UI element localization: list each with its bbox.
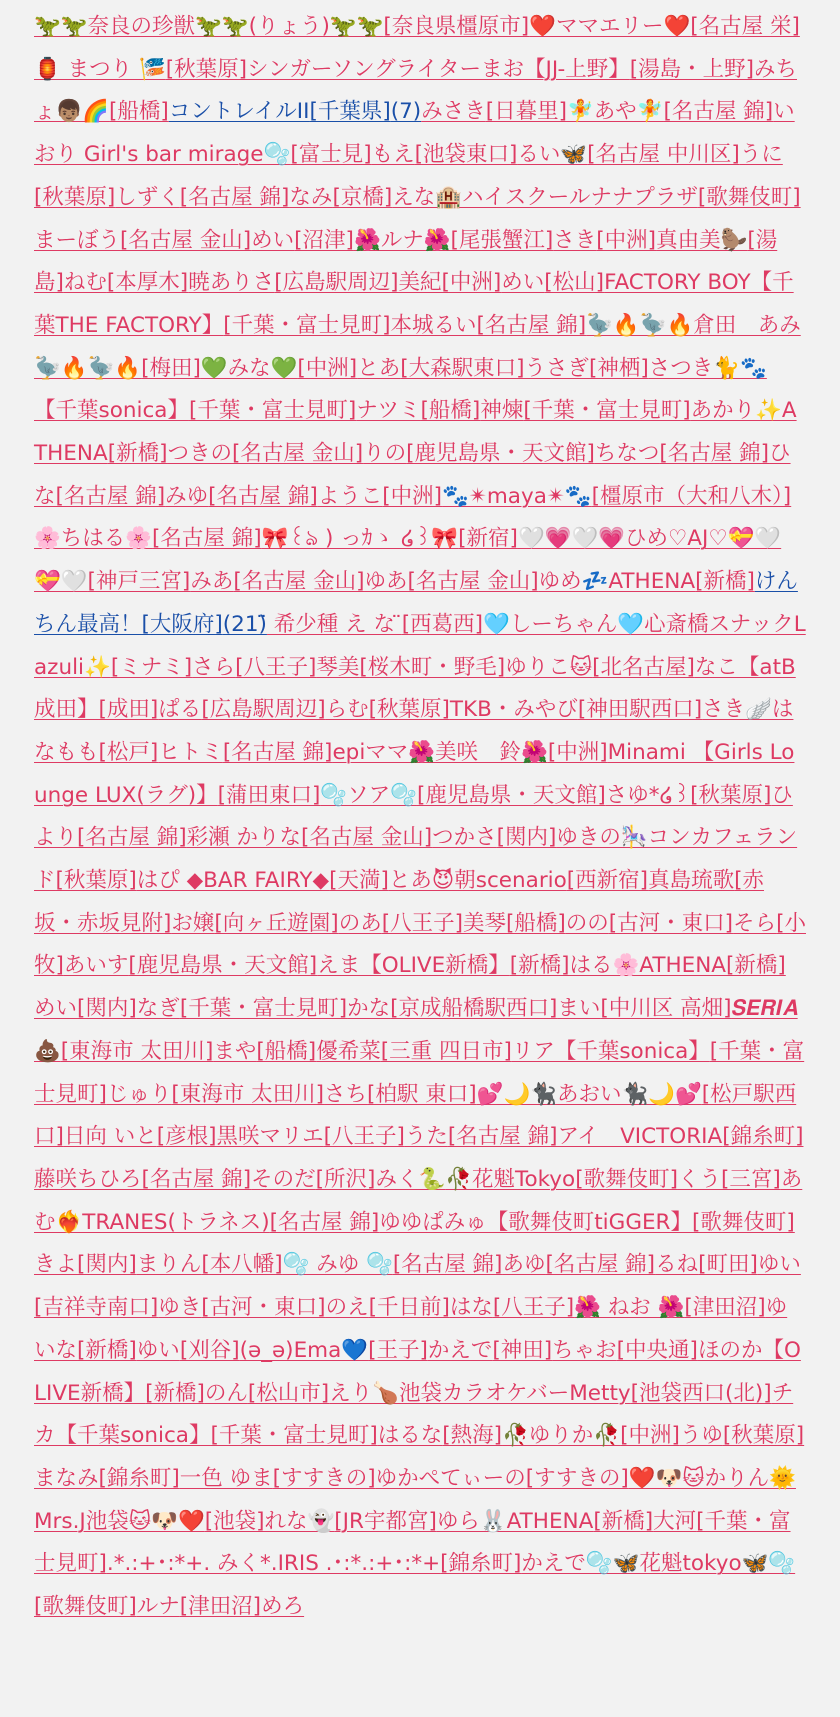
area-link[interactable]: [中洲] bbox=[547, 739, 608, 765]
area-link[interactable]: [名古屋 金山] bbox=[231, 441, 364, 467]
name-link[interactable]: ひより bbox=[34, 782, 793, 851]
name-link[interactable]: 黒咲マリエ bbox=[216, 1124, 324, 1150]
name-link[interactable]: ゆあ bbox=[364, 569, 408, 595]
area-link[interactable]: [名古屋 錦] bbox=[392, 1252, 503, 1278]
area-link[interactable]: [名古屋 金山] bbox=[407, 569, 539, 595]
name-link[interactable]: さら bbox=[192, 654, 236, 680]
name-link[interactable]: ルナ bbox=[136, 1594, 180, 1620]
area-link[interactable]: [京成船橋駅西口] bbox=[390, 996, 558, 1022]
name-link[interactable]: なぎ bbox=[136, 996, 180, 1022]
name-link[interactable]: るい🦋 bbox=[517, 142, 588, 168]
area-link[interactable]: [千日前] bbox=[368, 1295, 450, 1321]
name-link[interactable]: 🫧 みゆ 🫧 bbox=[282, 1252, 393, 1278]
name-link[interactable]: みさき bbox=[421, 99, 486, 125]
area-link[interactable]: [松戸] bbox=[98, 739, 159, 765]
area-link[interactable]: [三宮] bbox=[720, 1166, 781, 1192]
name-link[interactable]: けんちん最高！ bbox=[34, 569, 798, 637]
name-link[interactable]: あいす bbox=[63, 953, 129, 979]
name-link[interactable]: るね bbox=[655, 1252, 699, 1278]
name-link[interactable]: みちょ👦🏽🌈 bbox=[34, 56, 797, 125]
name-link[interactable]: 🏮 まつり 🎏 bbox=[34, 56, 166, 82]
name-link[interactable]: 神煉 bbox=[480, 398, 524, 424]
area-link[interactable]: [古河・東口] bbox=[608, 910, 734, 936]
name-link[interactable]: さつき🐈🐾【千葉sonica】 bbox=[34, 355, 767, 424]
area-link[interactable]: [中洲] bbox=[382, 483, 443, 509]
name-link[interactable]: 🤍💗🤍💗ひめ♡AJ♡💝🤍💝🤍 bbox=[34, 526, 782, 595]
name-link[interactable]: みあ bbox=[190, 569, 234, 595]
name-link[interactable]: 琴美 bbox=[316, 654, 360, 680]
name-link[interactable]: のえ bbox=[325, 1295, 369, 1321]
area-link[interactable]: [歌舞伎町] bbox=[692, 1209, 795, 1235]
area-link[interactable]: [蒲田東口] bbox=[217, 782, 321, 808]
name-link[interactable]: 真島琉歌 bbox=[648, 868, 735, 894]
area-link[interactable]: [名古屋 金山] bbox=[233, 569, 365, 595]
area-link[interactable]: [神田駅西口] bbox=[577, 697, 703, 723]
area-link[interactable]: [八王子] bbox=[323, 1124, 405, 1150]
name-link[interactable]: つかさ bbox=[432, 825, 497, 851]
area-link[interactable]: [西新宿] bbox=[566, 868, 649, 894]
area-link[interactable]: [錦糸町] bbox=[440, 1551, 522, 1577]
area-link[interactable]: [広島駅周辺] bbox=[274, 270, 399, 296]
area-link[interactable]: [名古屋 栄] bbox=[690, 14, 800, 39]
name-link[interactable]: ゆき bbox=[158, 1295, 202, 1321]
area-link[interactable]: [古河・東口] bbox=[201, 1295, 326, 1321]
name-link[interactable]: Minami 【Girls Lounge LUX(ラグ)】 bbox=[34, 739, 795, 808]
name-link[interactable]: れな👻 bbox=[264, 1508, 335, 1534]
area-link[interactable]: [西葛西] bbox=[401, 611, 484, 637]
name-link[interactable]: 優希菜 bbox=[316, 1038, 381, 1064]
area-link[interactable]: [千葉・富士見町] bbox=[188, 398, 357, 424]
area-link[interactable]: [八王子] bbox=[492, 1295, 575, 1321]
area-link[interactable]: [名古屋 錦] bbox=[659, 441, 770, 467]
name-link[interactable]: まなみ bbox=[34, 1465, 99, 1491]
name-link[interactable]: めい bbox=[34, 996, 78, 1022]
area-link[interactable]: [鹿児島県・天文館] bbox=[128, 953, 318, 979]
name-link[interactable]: ちゃお bbox=[552, 1337, 617, 1363]
area-link[interactable]: [名古屋 金山] bbox=[300, 825, 433, 851]
area-link[interactable]: [名古屋 錦] bbox=[545, 1252, 656, 1278]
name-link[interactable]: ちなつ bbox=[594, 441, 660, 467]
area-link[interactable]: [船橋] bbox=[506, 910, 566, 936]
area-link[interactable]: [湯島・上野] bbox=[629, 56, 754, 82]
area-link[interactable]: [名古屋 錦] bbox=[179, 184, 290, 210]
area-link[interactable]: [刈谷] bbox=[179, 1337, 240, 1363]
area-link[interactable]: [千葉・富士見町] bbox=[34, 1038, 805, 1107]
name-link[interactable]: ようこ bbox=[317, 483, 383, 509]
area-link[interactable]: [名古屋 錦] bbox=[141, 1166, 252, 1192]
name-link[interactable]: さち bbox=[324, 1081, 368, 1107]
area-link[interactable]: [歌舞伎町] bbox=[575, 1166, 678, 1192]
area-link[interactable]: [大森駅東口] bbox=[400, 355, 525, 381]
area-link[interactable]: [秋葉原] bbox=[690, 782, 772, 808]
area-link[interactable]: [名古屋 錦] bbox=[222, 739, 333, 765]
name-link[interactable]: ゆかぺてぃーの bbox=[375, 1465, 526, 1491]
area-link[interactable]: [奈良県橿原市] bbox=[383, 14, 530, 39]
area-link[interactable]: [桜木町・野毛] bbox=[359, 654, 506, 680]
name-link[interactable]: 𝑺𝑬𝑹𝑰𝑨 💩 bbox=[34, 996, 798, 1064]
area-link[interactable]: [中川区 高畑] bbox=[600, 996, 732, 1022]
name-link[interactable]: かな bbox=[347, 996, 391, 1022]
area-link[interactable]: [名古屋 中川区] bbox=[587, 142, 740, 168]
area-link[interactable]: [富士見] bbox=[290, 142, 372, 168]
name-link[interactable]: えま【OLIVE新橋】 bbox=[317, 953, 510, 979]
area-link[interactable]: [歌舞伎町] bbox=[697, 184, 801, 210]
name-link[interactable]: きよ bbox=[34, 1252, 78, 1278]
name-link[interactable]: .*.:+･:*+. みく*.IRIS .･:*.:+･:*+ bbox=[106, 1551, 441, 1577]
name-link[interactable]: 大河 bbox=[653, 1508, 697, 1534]
area-link[interactable]: [本八幡] bbox=[201, 1252, 283, 1278]
area-link[interactable]: [名古屋 錦] bbox=[447, 1124, 558, 1150]
area-link[interactable]: [赤坂・赤坂見附] bbox=[34, 868, 764, 936]
name-link[interactable]: もえ bbox=[371, 142, 415, 168]
name-link[interactable]: あかり✨ATHENA bbox=[34, 398, 797, 467]
name-link[interactable]: さゆ*໒꒱ bbox=[605, 782, 691, 808]
name-link[interactable]: あゆ bbox=[502, 1252, 546, 1278]
name-link[interactable]: はぴ ◆BAR FAIRY◆ bbox=[136, 868, 330, 894]
name-link[interactable]: 💚みな💚 bbox=[200, 355, 298, 381]
area-link[interactable]: [名古屋 錦] bbox=[269, 1209, 380, 1235]
area-link[interactable]: [津田沼] bbox=[179, 1594, 262, 1620]
name-link[interactable]: TKB・みやび bbox=[449, 697, 578, 723]
area-link[interactable]: [錦糸町] bbox=[722, 1124, 804, 1150]
count-link[interactable]: (7) bbox=[390, 99, 422, 125]
area-link[interactable]: [中洲] bbox=[596, 227, 657, 253]
area-link[interactable]: [神栖] bbox=[589, 355, 649, 381]
area-link[interactable]: [秋葉原] bbox=[34, 184, 116, 210]
name-link[interactable]: とあ bbox=[357, 355, 401, 381]
name-link[interactable]: 🦖🦖奈良の珍獣🦖🦖(りょう)🦖🦖 bbox=[34, 14, 384, 39]
name-link[interactable]: しずく bbox=[115, 184, 180, 210]
area-link[interactable]: [船橋] bbox=[420, 398, 481, 424]
name-link[interactable]: そら bbox=[733, 910, 777, 936]
name-link[interactable]: 🥀花魁Tokyo bbox=[445, 1166, 576, 1192]
name-link[interactable]: ほのか【OLIVE新橋】 bbox=[34, 1337, 801, 1406]
area-link[interactable]: [新橋] bbox=[509, 953, 570, 979]
name-link[interactable]: のの bbox=[565, 910, 609, 936]
area-link[interactable]: [広島駅周辺] bbox=[201, 697, 326, 723]
area-link[interactable]: [松山市] bbox=[247, 1380, 330, 1406]
name-link[interactable]: 🧚あや🧚 bbox=[566, 99, 664, 125]
area-link[interactable]: [東海市 太田川] bbox=[60, 1038, 214, 1064]
count-link[interactable]: (21) bbox=[222, 611, 267, 637]
area-link[interactable]: [沼津] bbox=[294, 227, 354, 253]
name-link[interactable]: まりん bbox=[136, 1252, 202, 1278]
area-link[interactable]: [千葉・富士見町] bbox=[34, 1508, 791, 1577]
name-link[interactable]: まい bbox=[557, 996, 601, 1022]
area-link[interactable]: [向ヶ丘遊園] bbox=[214, 910, 339, 936]
name-link[interactable]: 🐾✴maya✴🐾 bbox=[442, 483, 592, 509]
area-link[interactable]: [錦糸町] bbox=[98, 1465, 180, 1491]
area-link[interactable]: [津田沼] bbox=[684, 1295, 766, 1321]
area-link[interactable]: [神田] bbox=[492, 1337, 553, 1363]
name-link[interactable]: 日向 いと bbox=[63, 1124, 157, 1150]
area-link[interactable]: [秋葉原] bbox=[722, 1423, 805, 1449]
name-link[interactable]: じゅり bbox=[106, 1081, 172, 1107]
area-link[interactable]: [池袋西口(北)] bbox=[630, 1380, 772, 1406]
area-link[interactable]: [八王子] bbox=[381, 910, 463, 936]
area-link[interactable]: [新橋] bbox=[107, 441, 168, 467]
name-link[interactable]: あむ❤️‍🔥TRANES(トラネス) bbox=[34, 1166, 803, 1235]
area-link[interactable]: [柏駅 東口] bbox=[367, 1081, 477, 1107]
name-link[interactable]: ❤️🐶🐱かりん🌞Mrs.J池袋🐱🐶❤️ bbox=[34, 1465, 796, 1534]
area-link[interactable]: [松山] bbox=[544, 270, 605, 296]
area-link[interactable]: [船橋] bbox=[256, 1038, 317, 1064]
name-link[interactable]: 🌸ちはる🌸 bbox=[34, 526, 153, 552]
name-link[interactable]: ゆきの🎠コンカフェランド bbox=[34, 825, 798, 894]
name-link[interactable]: りの bbox=[363, 441, 407, 467]
name-link[interactable]: みゆ bbox=[165, 483, 209, 509]
name-link[interactable]: お嬢 bbox=[171, 910, 215, 936]
area-link[interactable]: [すすきの] bbox=[272, 1465, 376, 1491]
name-link[interactable]: さき🪽はなもも bbox=[34, 697, 794, 765]
name-link[interactable]: (ə_ə)Ema💙 bbox=[239, 1337, 369, 1363]
name-link[interactable]: 真由美🦫 bbox=[656, 227, 748, 253]
name-link[interactable]: 💕🌙🐈‍⬛あおい🐈‍⬛🌙💕 bbox=[476, 1081, 702, 1107]
area-link[interactable]: [町田] bbox=[698, 1252, 758, 1278]
name-link[interactable]: 🫧ソア🫧 bbox=[320, 782, 417, 808]
area-link[interactable]: [名古屋 錦] bbox=[55, 483, 166, 509]
area-link[interactable]: [中洲] bbox=[620, 1423, 680, 1449]
area-link[interactable]: [日暮里] bbox=[485, 99, 567, 125]
area-link[interactable]: [京橋] bbox=[332, 184, 393, 210]
name-link[interactable]: えな🏨ハイスクールナナプラザ bbox=[392, 184, 698, 210]
area-link[interactable]: [ミナミ] bbox=[110, 654, 193, 680]
area-link[interactable]: [千葉・富士見町] bbox=[210, 1423, 378, 1449]
name-link[interactable]: 🌺 ねお 🌺 bbox=[574, 1295, 685, 1321]
name-link[interactable]: らむ bbox=[325, 697, 369, 723]
area-link[interactable]: [天満] bbox=[329, 868, 389, 894]
name-link[interactable]: はる🌸ATHENA bbox=[569, 953, 726, 979]
name-link[interactable]: なこ【atB 成田】 bbox=[34, 654, 796, 723]
area-link[interactable]: [新宿] bbox=[458, 526, 518, 552]
name-link[interactable]: コントレイルII bbox=[168, 99, 310, 125]
name-link[interactable]: まーぼう bbox=[34, 227, 121, 253]
area-link[interactable]: [千葉・富士見町] bbox=[523, 398, 691, 424]
name-link[interactable]: なみ bbox=[289, 184, 333, 210]
name-link[interactable]: つきの bbox=[167, 441, 232, 467]
area-link[interactable]: [新橋] bbox=[145, 1380, 205, 1406]
name-link[interactable]: epiママ🌺美咲 鈴🌺 bbox=[332, 739, 548, 765]
name-link[interactable]: かえで bbox=[427, 1337, 493, 1363]
area-link[interactable]: [千葉県] bbox=[309, 99, 391, 125]
area-link[interactable]: [三重 四日市] bbox=[380, 1038, 512, 1064]
area-link[interactable]: [秋葉原] bbox=[55, 868, 137, 894]
name-link[interactable]: 彩瀬 かりな bbox=[186, 825, 301, 851]
name-link[interactable]: みく🐍 bbox=[375, 1166, 446, 1192]
name-link[interactable]: ゆい bbox=[757, 1252, 801, 1278]
name-link[interactable]: ひな bbox=[34, 441, 791, 509]
name-link[interactable]: 🩵しーちゃん🩵心斎橋スナックLazuli✨ bbox=[34, 611, 806, 680]
name-link[interactable]: ゆら🐰ATHENA bbox=[436, 1508, 594, 1534]
name-link[interactable]: ヒトミ bbox=[158, 739, 223, 765]
area-link[interactable]: [歌舞伎町] bbox=[34, 1594, 137, 1620]
area-link[interactable]: [すすきの] bbox=[525, 1465, 629, 1491]
name-link[interactable]: ゆりこ🐱 bbox=[505, 654, 593, 680]
name-link[interactable]: ❤️ママエリー❤️ bbox=[529, 14, 691, 39]
name-link[interactable]: FACTORY BOY【千葉THE FACTORY】 bbox=[34, 270, 794, 338]
area-link[interactable]: [王子] bbox=[368, 1337, 428, 1363]
name-link[interactable]: えり🍗池袋カラオケバーMetty bbox=[329, 1380, 631, 1406]
name-link[interactable]: ねむ bbox=[63, 270, 107, 296]
name-link[interactable]: ゆめ💤ATHENA bbox=[538, 569, 696, 595]
name-link[interactable]: ゆゆぱみゅ【歌舞伎町tiGGER】 bbox=[379, 1209, 692, 1235]
name-link[interactable]: 🦤🔥🦤🔥倉田 あみ🦤🔥🦤🔥 bbox=[34, 312, 801, 381]
name-link[interactable]: シンガーソングライターまお【JJ-上野】 bbox=[247, 56, 630, 82]
area-link[interactable]: [北名古屋] bbox=[592, 654, 695, 680]
area-link[interactable]: [成田] bbox=[98, 697, 159, 723]
area-link[interactable]: [松戸駅西口] bbox=[34, 1081, 797, 1150]
name-link[interactable]: めい bbox=[251, 227, 295, 253]
name-link[interactable]: うさぎ bbox=[524, 355, 590, 381]
name-link[interactable]: 暁ありさ bbox=[188, 270, 275, 296]
area-link[interactable]: [橿原市（大和八木）] bbox=[591, 483, 792, 509]
area-link[interactable]: [名古屋 錦] bbox=[77, 825, 187, 851]
area-link[interactable]: [JR宇都宮] bbox=[334, 1508, 437, 1534]
area-link[interactable]: [関内] bbox=[496, 825, 557, 851]
name-link[interactable]: まや bbox=[213, 1038, 257, 1064]
area-link[interactable]: [新橋] bbox=[77, 1337, 137, 1363]
area-link[interactable]: [東海市 太田川] bbox=[171, 1081, 325, 1107]
name-link[interactable]: ぱる bbox=[158, 697, 202, 723]
name-link[interactable]: 🥀ゆりか🥀 bbox=[502, 1423, 621, 1449]
area-link[interactable]: [千葉・富士見町] bbox=[179, 996, 348, 1022]
area-link[interactable]: [船橋] bbox=[109, 99, 169, 125]
area-link[interactable]: [池袋] bbox=[204, 1508, 265, 1534]
area-link[interactable]: [中央通] bbox=[616, 1337, 698, 1363]
area-link[interactable]: [神戸三宮] bbox=[87, 569, 191, 595]
area-link[interactable]: [彦根] bbox=[156, 1124, 217, 1150]
name-link[interactable]: 美琴 bbox=[462, 910, 506, 936]
area-link[interactable]: [鹿児島県・天文館] bbox=[406, 441, 595, 467]
area-link[interactable]: [鹿児島県・天文館] bbox=[416, 782, 606, 808]
name-link[interactable]: とあ😈朝scenario bbox=[388, 868, 567, 894]
area-link[interactable]: [関内] bbox=[77, 996, 137, 1022]
area-link[interactable]: [新橋] bbox=[695, 569, 755, 595]
area-link[interactable]: [熱海] bbox=[442, 1423, 503, 1449]
area-link[interactable]: [大阪府] bbox=[141, 611, 223, 637]
name-link[interactable]: 🌺ルナ🌺 bbox=[353, 227, 451, 253]
area-link[interactable]: [湯島] bbox=[34, 227, 778, 296]
name-link[interactable]: 藤咲ちひろ bbox=[34, 1166, 142, 1192]
name-link[interactable]: アイ VICTORIA bbox=[557, 1124, 723, 1150]
name-link[interactable]: かえで🫧🦋花魁tokyo🦋🫧 bbox=[521, 1551, 796, 1577]
name-link[interactable]: 一色 ゆま bbox=[179, 1465, 273, 1491]
name-link[interactable]: ゆいな bbox=[34, 1295, 788, 1363]
area-link[interactable]: [名古屋 錦] bbox=[663, 99, 774, 125]
name-link[interactable]: うに bbox=[739, 142, 783, 168]
area-link[interactable]: [秋葉原] bbox=[368, 697, 450, 723]
name-link[interactable]: そのだ bbox=[251, 1166, 316, 1192]
name-link[interactable]: いおり Girl's bar mirage🫧 bbox=[34, 99, 795, 168]
name-link[interactable]: はな bbox=[449, 1295, 493, 1321]
name-link[interactable]: 美紀 bbox=[398, 270, 442, 296]
area-link[interactable]: [中洲] bbox=[441, 270, 502, 296]
name-link[interactable]: さき bbox=[553, 227, 597, 253]
name-link[interactable]: 本城るい bbox=[390, 312, 477, 338]
name-link[interactable]: ゆい bbox=[136, 1337, 180, 1363]
name-link[interactable]: リア【千葉sonica】 bbox=[511, 1038, 710, 1064]
area-link[interactable]: [新橋] bbox=[726, 953, 786, 979]
name-link[interactable]: めろ bbox=[261, 1594, 305, 1620]
area-link[interactable]: [小牧] bbox=[34, 910, 806, 979]
name-link[interactable]: 🎀꒰ঌ ) っｶゝ ໒꒱🎀 bbox=[261, 526, 459, 552]
name-link[interactable]: うゆ bbox=[679, 1423, 723, 1449]
area-link[interactable]: [吉祥寺南口] bbox=[34, 1295, 159, 1321]
name-link[interactable]: ナツミ bbox=[356, 398, 421, 424]
name-link[interactable]: めい bbox=[501, 270, 545, 296]
area-link[interactable]: [新橋] bbox=[593, 1508, 654, 1534]
area-link[interactable]: [梅田] bbox=[141, 355, 201, 381]
area-link[interactable]: [所沢] bbox=[315, 1166, 376, 1192]
area-link[interactable]: [池袋東口] bbox=[414, 142, 518, 168]
area-link[interactable]: [名古屋 錦] bbox=[208, 483, 318, 509]
area-link[interactable]: [八王子] bbox=[235, 654, 317, 680]
name-link[interactable]: はるな bbox=[377, 1423, 443, 1449]
name-link[interactable]: のあ bbox=[338, 910, 382, 936]
area-link[interactable]: [秋葉原] bbox=[165, 56, 247, 82]
area-link[interactable]: [名古屋 錦] bbox=[152, 526, 262, 552]
name-link[interactable]: のん bbox=[204, 1380, 248, 1406]
area-link[interactable]: [名古屋 金山] bbox=[120, 227, 252, 253]
area-link[interactable]: [千葉・富士見町] bbox=[223, 312, 391, 338]
area-link[interactable]: [関内] bbox=[77, 1252, 137, 1278]
area-link[interactable]: [尾張蟹江] bbox=[450, 227, 554, 253]
name-link[interactable]: チ カ【千葉sonica】 bbox=[34, 1380, 794, 1449]
area-link[interactable]: [本厚木] bbox=[106, 270, 189, 296]
name-link[interactable]: くう bbox=[677, 1166, 721, 1192]
area-link[interactable]: [名古屋 錦] bbox=[476, 312, 587, 338]
name-link[interactable]: うた bbox=[404, 1124, 448, 1150]
area-link[interactable]: [中洲] bbox=[297, 355, 358, 381]
name-link[interactable]: ̈ 希少種 え な ̈ bbox=[266, 611, 402, 637]
